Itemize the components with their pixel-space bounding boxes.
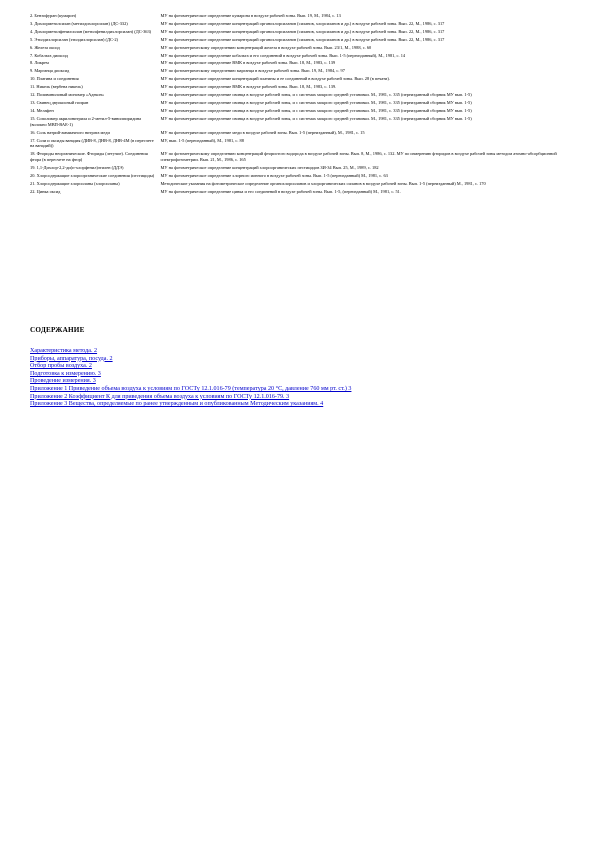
table-row (30, 68, 570, 76)
method-cell: МУ на фотометрическое определение концентраций хлороорганических пестицидов ЗИ-34 Вып. 25, М., 1989, с. 182 (160, 165, 379, 171)
method-cell: МУ по фотометрическому определению концентраций железа в воздухе рабочей зоны. Вып. 23/1, М., 1988, с. 60 (160, 44, 372, 50)
table-row (30, 60, 570, 68)
substance-cell: 9. Марганца диоксид (30, 68, 70, 74)
table-row (30, 76, 570, 84)
substance-cell: 11. Никель (вербена никель) (30, 84, 83, 90)
substance-cell: 3. Дихлорметилсилан (метилдихлорсилан) (ДС-332) (30, 20, 128, 26)
method-cell: МУ на фотометрическое определение кобальта и его соединений в воздухе рабочей зоны. Вып. 1-5 (переизданный), М., 1981, с. 14 (160, 52, 406, 58)
substance-cell: 12. Поливиниловый мономер «Адекон» (30, 92, 105, 98)
method-cell: МУ на фотометрическое определение ВМК в воздухе рабочей зоны. Вып. 18, М., 1983, с. 139. (160, 84, 337, 90)
toc-link[interactable]: Проведение измерения. 3 (30, 378, 96, 385)
toc-link[interactable]: Приложение 1 Приведение объема воздуха к условиям по ГОСТу 12.1.016-79 (температура 20 °С, давление 760 мм рт. ст.) 3 (30, 385, 352, 392)
toc-link[interactable]: Отбор пробы воздуха. 2 (30, 363, 92, 370)
table-row (30, 53, 570, 61)
method-cell: МУ на фотометрическое определение концентраций органохлорсиланов (силанов, хлорсиланов и др.) в воздухе рабочей зоны. Вып. 22, М., 1986, с. 317 (160, 28, 445, 34)
substance-cell: 22. Цинка оксид (30, 188, 61, 194)
substance-cell: 8. Ликрем (30, 60, 49, 66)
method-cell: МУ по фотометрическому определению марганца в воздухе рабочей зоны. Вып. 19, М., 1984, с. 97 (160, 68, 345, 74)
substance-cell: 14. Мелафен (30, 107, 54, 113)
table-of-contents (30, 348, 570, 409)
substance-cell: 16. Соль натрий-аммиачного нитрата меди (30, 129, 110, 135)
toc-link[interactable]: Подготовка к измерению. 3 (30, 370, 101, 377)
table-row (30, 108, 570, 116)
table-row (30, 37, 570, 45)
table-row (30, 116, 570, 130)
substance-cell: 18. Фториды неорганические. Фториды (летучие). Соединения фтора (в пересчете на фтор) (30, 151, 148, 163)
substance-cell: 21. Хлорсодержащие хлорсиланы (хлорсиланы) (30, 180, 120, 186)
toc-item (30, 371, 570, 379)
substance-cell: 6. Железа оксид (30, 44, 60, 50)
method-cell: МУ на фотометрическое определение свинца в воздухе рабочей зоны, и с системах мокрого средней установки. М., 1981, с. 335 (переизданный сборник МУ вып. 1-5) (160, 107, 472, 113)
method-cell: МУ на фотометрическое определение свинца в воздухе рабочей зоны, и с системах мокрого средней установки. М., 1981, с. 335 (переизданный сборник МУ вып. 1-5) (160, 115, 472, 121)
substance-cell: 7. Кобальта диоксид (30, 52, 68, 58)
toc-link[interactable]: Приборы, аппаратура, посуда. 2 (30, 355, 113, 362)
toc-link[interactable]: Приложение 2 Коэффициент К для приведения объема воздуха к условиям по ГОСТу 12.1.016-79. 3 (30, 393, 290, 400)
substance-cell: 17. Соли и оксиды ванадия (ДИВ-8, ДНВ-8, ДНВ-4М (в пересчете на ванадий)) (30, 137, 154, 149)
method-cell: МУ на фотометрическое определение концентраций органохлорсиланов (силанов, хлорсиланов и др.) в воздухе рабочей зоны. Вып. 22, М., 1986, с. 317 (160, 36, 445, 42)
table-row (30, 130, 570, 138)
substance-cell: 2. Бензофуран (кумарон) (30, 13, 77, 18)
method-cell: МУ на фотометрическое определение концентраций платины и ее соединений в воздухе рабочей зоны. Вып. 28 (в печати). (160, 76, 390, 82)
substance-cell: 19. 1,1-Дихлор-2,2-ди(п-хлорфенил)этилен (ДДЭ) (30, 165, 124, 171)
methods-reference-table (30, 13, 570, 197)
substance-cell: 15. Сополимер акрилонитрила и 2-метил-5-винилпиридина (волокно МВП-ВАЕ-1) (30, 115, 142, 127)
table-row (30, 45, 570, 53)
table-row (30, 13, 570, 21)
toc-link[interactable]: Характеристика метода. 2 (30, 348, 98, 354)
method-cell: Методические указания на фотометрическое определение органохлорсиланов и хлорорганических силанов в воздухе рабочей зоны. Вып. 1-5 (переизданный) М., 1981, с. 170 (160, 180, 486, 186)
table-row (30, 84, 570, 92)
table-row (30, 21, 570, 29)
toc-item (30, 363, 570, 371)
toc-item (30, 348, 570, 356)
substance-cell: 20. Хлорсодержащие хлороорганические соединения (пестициды) (30, 173, 155, 179)
table-row (30, 29, 570, 37)
table-row (30, 138, 570, 152)
toc-item (30, 356, 570, 364)
reference-table-body (30, 13, 570, 197)
substance-cell: 4. Дихлорметилфенилсилан (метилфенилдихлорсилан) (ДС-363) (30, 28, 152, 34)
table-row (30, 92, 570, 100)
toc-item (30, 386, 570, 394)
toc-item (30, 378, 570, 386)
table-row (30, 181, 570, 189)
table-row (30, 165, 570, 173)
table-row (30, 100, 570, 108)
toc-link[interactable]: Приложение 3 Вещества, определяемые по ранее утвержденным и опубликованным Методическим указаниям. 4 (30, 401, 324, 408)
table-row (30, 189, 570, 197)
method-cell: МУ на фотометрическое определение свинца в воздухе рабочей зоны, и с системах мокрого средней установки. М., 1981, с. 335 (переизданный сборник МУ вып. 1-5) (160, 99, 472, 105)
toc-heading: СОДЕРЖАНИЕ (30, 326, 85, 334)
substance-cell: 10. Платина и соединения (30, 76, 79, 82)
method-cell: МУ на фотометрическое определение цинка и его соединений в воздухе рабочей зоны. Вып. 1-5, (переизданный) М., 1981, с. 51. (160, 188, 401, 194)
substance-cell: 5. Этилдихлорсилан (этилдихлорсилан) (ДС-2) (30, 36, 119, 42)
method-cell: МУ на фотометрическое определение кумарона в воздухе рабочей зоны. Вып. 19, М., 1984, с. 13 (160, 13, 341, 18)
method-cell: МУ на фотометрическое определение меди в воздухе рабочей зоны. Вып. 1-5 (переизданный), М., 1981, с. 15 (160, 129, 365, 135)
method-cell: МУ на фотометрическое определение хлорного ионного в воздухе рабочей зоны. Вып. 1-5 (переизданный) М., 1981, с. 63 (160, 173, 388, 179)
table-row (30, 151, 570, 165)
substance-cell: 13. Свинец двуокисный гипран (30, 99, 89, 105)
method-cell: МУ на фотометрическое определение концентраций органохлорсиланов (силанов, хлорсиланов и др.) в воздухе рабочей зоны. Вып. 22, М., 1986, с. 317 (160, 20, 445, 26)
toc-item (30, 401, 570, 409)
table-row (30, 173, 570, 181)
method-cell: МУ на фотометрическое определение ВМК в воздухе рабочей зоны. Вып. 18, М., 1983, с. 139 (160, 60, 336, 66)
method-cell: МУ по фотометрическому определению концентраций фтористого водорода в воздухе рабочей зоны. Вып. 8, М., 1986, с. 132. МУ по измерению фторидов в воздухе рабочей зоны методом атомно-абсорбционной спектрофотометрии. Вып. 21, М., 1986, с. 165 (160, 151, 557, 163)
method-cell: МУ на фотометрическое определение свинца в воздухе рабочей зоны, и с системах мокрого средней установки. М., 1981, с. 335 (переизданный сборник МУ вып. 1-5) (160, 92, 472, 98)
method-cell: МУ, вып. 1-5 (переизданный), М., 1981, с. 88 (160, 137, 244, 143)
